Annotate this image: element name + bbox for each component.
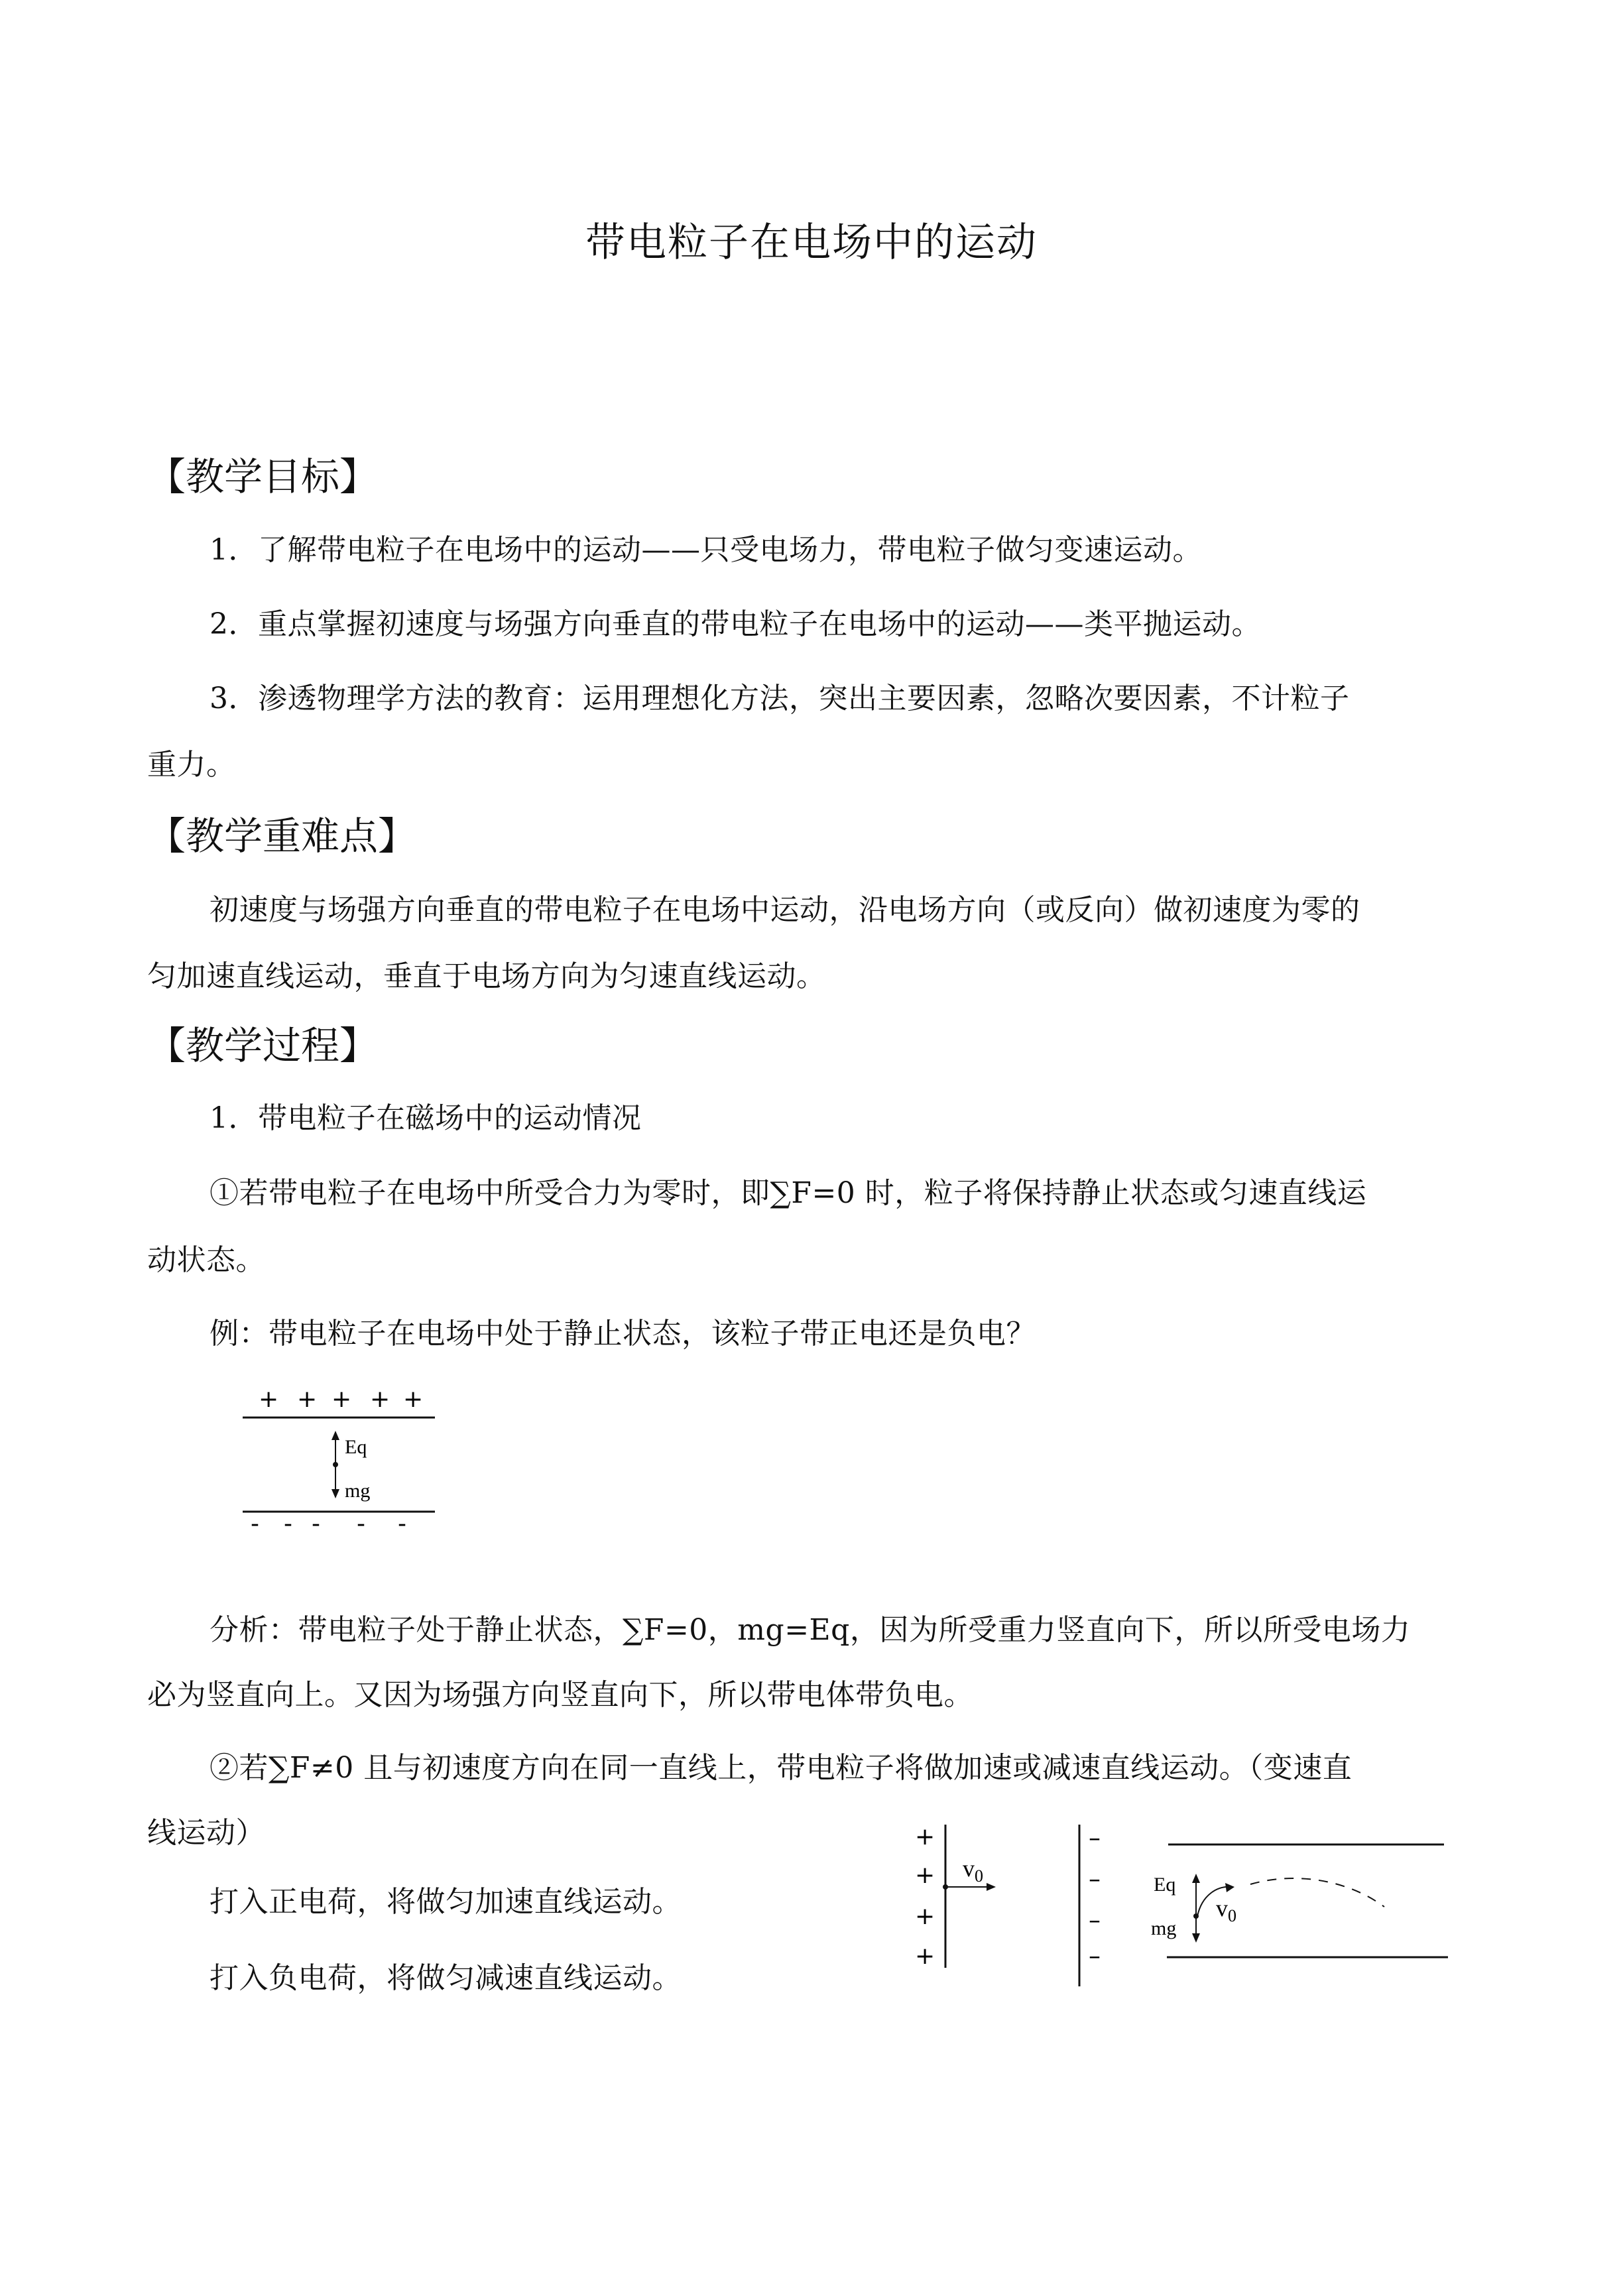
analysis-line-1: 分析：带电粒子处于静止状态，∑F=0，mg=Eq，因为所受重力竖直向下，所以所受电场力 [210,1613,1411,1647]
velocity-subscript: 0 [1228,1906,1236,1925]
case-2-line-2: 线运动） [147,1816,265,1850]
velocity-subscript: 0 [975,1866,983,1886]
minus-sign: - [251,1510,259,1532]
page-title: 带电粒子在电场中的运动 [585,219,1038,266]
minus-sign: – [1089,1943,1101,1970]
minus-sign: - [357,1510,365,1532]
keypoints-line-2: 匀加速直线运动，垂直于电场方向为匀速直线运动。 [147,959,826,993]
velocity-label: v [1216,1895,1228,1921]
negative-charge-text: 打入负电荷，将做匀减速直线运动。 [210,1961,682,1995]
force-label-eq: Eq [345,1436,367,1458]
arrow-down-icon [1192,1933,1200,1943]
plus-sign: + [403,1386,424,1413]
positive-charge-text: 打入正电荷，将做匀加速直线运动。 [210,1885,682,1919]
objectives-heading: 【教学目标】 [147,454,379,499]
process-item-1: 1．带电粒子在磁场中的运动情况 [210,1101,642,1135]
arrow-right-icon [1225,1883,1234,1892]
arrow-down-icon [331,1489,339,1498]
bottom-plate-signs [251,1510,406,1532]
plus-sign: + [370,1386,391,1413]
figure-linear-motion-svg [902,1817,1008,1969]
objective-1: 1．了解带电粒子在电场中的运动——只受电场力，带电粒子做匀变速运动。 [210,533,1202,567]
case-2-line-1: ②若∑F≠0 且与初速度方向在同一直线上，带电粒子将做加速或减速直线运动。（变速直 [210,1751,1352,1785]
minus-sign: – [1089,1866,1101,1893]
plus-sign: + [259,1386,279,1413]
objective-3-line-2: 重力。 [147,748,236,782]
figure-projectile-motion [1066,1817,1464,1989]
minus-sign: – [1089,1907,1101,1934]
minus-sign: - [398,1510,406,1532]
plus-sign: + [297,1386,318,1413]
plus-sign: + [915,1862,935,1889]
example-question: 例：带电粒子在电场中处于静止状态，该粒子带正电还是负电？ [210,1317,1036,1351]
objective-2: 2．重点掌握初速度与场强方向垂直的带电粒子在电场中的运动——类平抛运动。 [210,607,1261,641]
figure-projectile-motion-svg [1066,1817,1464,1989]
keypoints-line-1: 初速度与场强方向垂直的带电粒子在电场中运动，沿电场方向（或反向）做初速度为零的 [210,893,1360,927]
figure-static-particle-svg [239,1372,451,1532]
figure-linear-motion [902,1817,1008,1969]
minus-sign: - [312,1510,320,1532]
plus-sign: + [915,1823,935,1850]
force-label-mg: mg [1151,1917,1177,1939]
keypoints-heading: 【教学重难点】 [147,814,417,859]
case-1-line-1: ①若带电粒子在电场中所受合力为零时，即∑F=0 时，粒子将保持静止状态或匀速直线运 [210,1176,1367,1210]
minus-sign: - [284,1510,292,1532]
objective-3-line-1: 3．渗透物理学方法的教育：运用理想化方法，突出主要因素，忽略次要因素，不计粒子 [210,682,1350,715]
minus-sign: – [1089,1825,1101,1852]
arrow-up-icon [331,1431,339,1440]
force-label-mg: mg [345,1480,371,1502]
plus-sign: + [331,1386,352,1413]
figure-static-particle [239,1372,451,1532]
velocity-label: v [963,1855,975,1882]
force-label-eq: Eq [1154,1874,1176,1896]
top-plate-signs [259,1386,423,1413]
case-1-line-2: 动状态。 [147,1243,265,1277]
arrow-right-icon [987,1883,996,1891]
particle-dot [333,1462,338,1467]
dashed-trajectory [1250,1878,1384,1907]
arrow-up-icon [1192,1874,1200,1883]
process-heading: 【教学过程】 [147,1023,379,1068]
plus-sign: + [915,1943,935,1969]
analysis-line-2: 必为竖直向上。又因为场强方向竖直向下，所以带电体带负电。 [147,1678,973,1712]
plus-sign: + [915,1903,935,1930]
